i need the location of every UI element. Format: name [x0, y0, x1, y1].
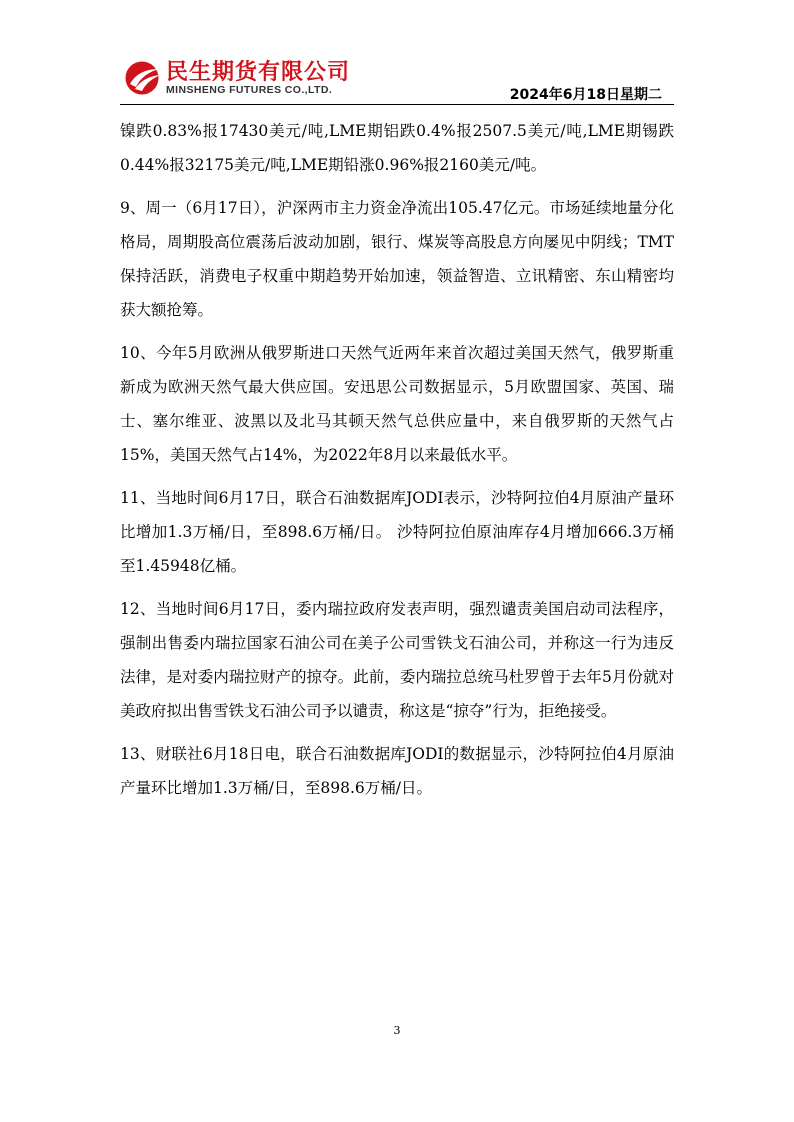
paragraph-item-11: 11、当地时间6月17日，联合石油数据库JODI表示，沙特阿拉伯4月原油产量环比增加1.3万桶/日，至898.6万桶/日。 沙特阿拉伯原油库存4月增加666.3万桶至1.45948亿桶。: [120, 489, 674, 575]
document-body: [120, 114, 674, 814]
page-number: 3: [393, 1024, 401, 1037]
header-divider: [120, 104, 674, 105]
paragraph-lme-metals: 镍跌0.83%报17430美元/吨,LME期铝跌0.4%报2507.5美元/吨,LME期锡跌0.44%报32175美元/吨,LME期铅涨0.96%报2160美元/吨。: [120, 122, 674, 174]
report-date: 2024年6月18日星期二: [509, 87, 662, 103]
paragraph-item-12: 12、当地时间6月17日，委内瑞拉政府发表声明，强烈谴责美国启动司法程序，强制出售委内瑞拉国家石油公司在美子公司雪铁戈石油公司，并称这一行为违反法律，是对委内瑞拉财产的掠夺。此前，委内瑞拉总统马杜罗曾于去年5月份就对美政府拟出售雪铁戈石油公司予以谴责，称这是“掠夺”行为，拒绝接受。: [120, 600, 674, 720]
paragraph-item-13: 13、财联社6月18日电，联合石油数据库JODI的数据显示，沙特阿拉伯4月原油产量环比增加1.3万桶/日，至898.6万桶/日。: [120, 745, 674, 797]
page-header: [0, 0, 794, 106]
paragraph-item-10: 10、今年5月欧洲从俄罗斯进口天然气近两年来首次超过美国天然气，俄罗斯重新成为欧洲天然气最大供应国。安迅思公司数据显示，5月欧盟国家、英国、瑞士、塞尔维亚、波黑以及北马其顿天然气总供应量中，来自俄罗斯的天然气占15%，美国天然气占14%，为2022年8月以来最低水平。: [120, 344, 674, 464]
brand-name-cn: 民生期货有限公司: [166, 60, 351, 85]
paragraph-item-9: 9、周一（6月17日），沪深两市主力资金净流出105.47亿元。市场延续地量分化格局，周期股高位震荡后波动加剧，银行、煤炭等高股息方向屡见中阴线；TMT保持活跃，消费电子权重中期趋势开始加速，领益智造、立讯精密、东山精密均获大额抢筹。: [120, 199, 674, 319]
minsheng-swoosh-icon: [124, 60, 162, 96]
brand-name-en: MINSHENG FUTURES CO.,LTD.: [166, 84, 333, 96]
